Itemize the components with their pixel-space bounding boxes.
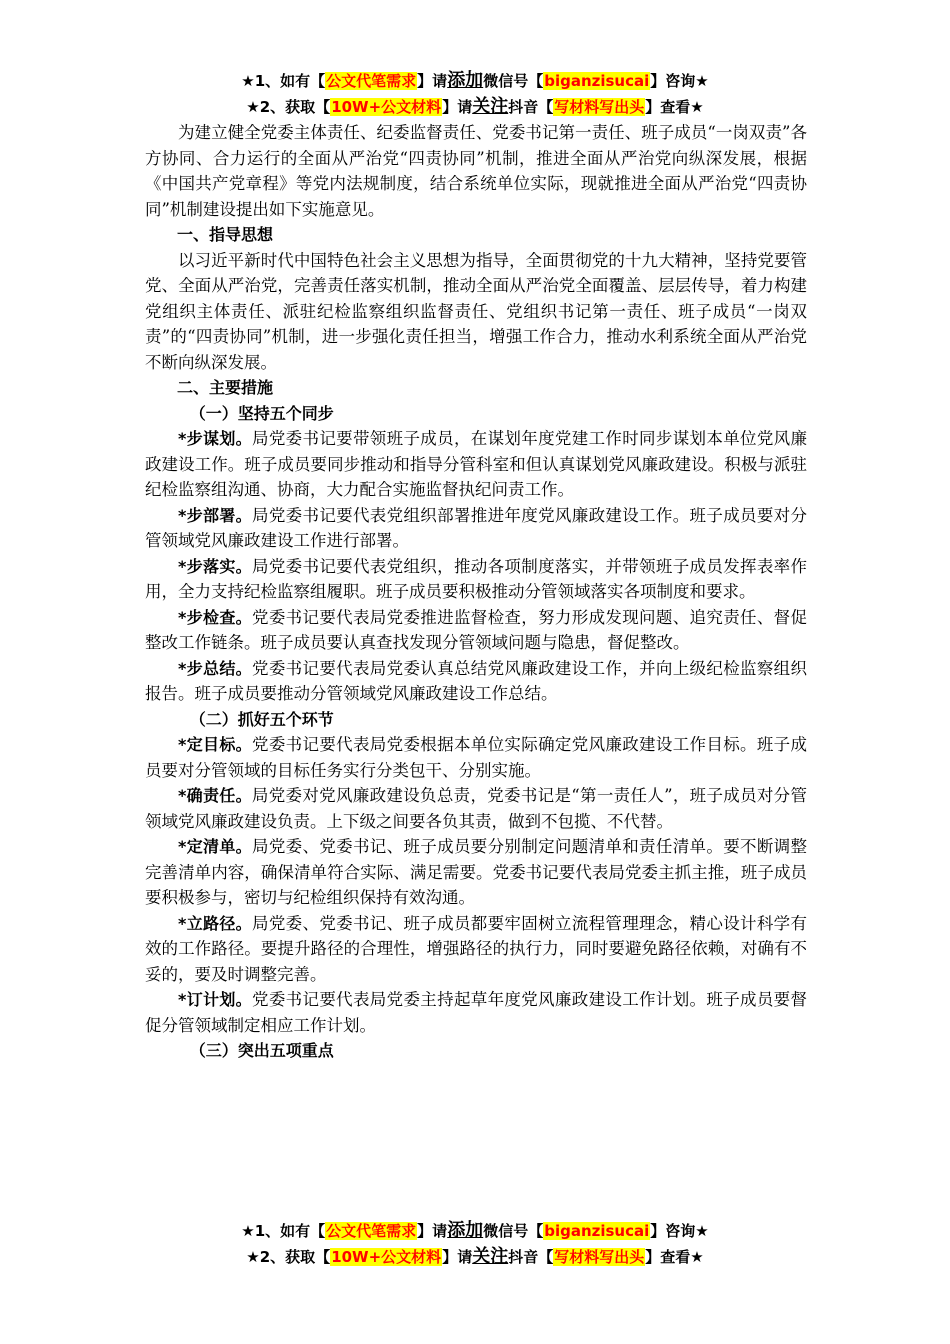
subsection-heading-1: （一）坚持五个同步 [189,403,334,423]
banner-line-2: ★2、获取【10W+公文材料】请关注抖音【写材料写出头】查看★ [246,96,704,117]
list-item: *步谋划。局党委书记要带领班子成员，在谋划年度党建工作时同步谋划本单位党风廉政建设工作。班子成员要同步推动和指导分管科室和但认真谋划党风廉政建设。积极与派驻纪检监察组沟通、协商，大力配合实施监督执纪问责工作。 [145,429,808,499]
wechat-id: biganzisucai [544,1222,650,1240]
section-heading-2: 二、主要措施 [177,378,274,397]
list-item: *步部署。局党委书记要代表党组织部署推进年度党风廉政建设工作。班子成员要对分管领域党风廉政建设工作进行部署。 [145,505,808,550]
banner-line-1: ★1、如有【公文代笔需求】请添加微信号【biganzisucai】咨询★ [241,70,709,91]
douyin-id: 写材料写出头 [554,98,645,116]
douyin-id: 写材料写出头 [554,1248,645,1266]
subsection-heading-2: （二）抓好五个环节 [189,709,334,729]
list-item: *定清单。局党委、党委书记、班子成员要分别制定问题清单和责任清单。要不断调整完善清单内容，确保清单符合实际、满足需要。党委书记要代表局党委主抓主推，班子成员要积极参与，密切与纪检组织保持有效沟通。 [145,837,808,907]
list-item: *定目标。党委书记要代表局党委根据本单位实际确定党风廉政建设工作目标。班子成员要对分管领域的目标任务实行分类包干、分别实施。 [145,735,808,780]
list-item: *步检查。党委书记要代表局党委推进监督检查，努力形成发现问题、追究责任、督促整改工作链条。班子成员要认真查找发现分管领域问题与隐患，督促整改。 [145,607,808,652]
highlight: 10W+公文材料 [331,98,442,116]
list-item: *步总结。党委书记要代表局党委认真总结党风廉政建设工作，并向上级纪检监察组织报告。班子成员要推动分管领域党风廉政建设工作总结。 [145,658,808,703]
highlight: 10W+公文材料 [331,1248,442,1266]
list-item: *确责任。局党委对党风廉政建设负总责，党委书记是“第一责任人”，班子成员对分管领域党风廉政建设负责。上下级之间要各负其责，做到不包揽、不代替。 [145,786,807,831]
highlight: 公文代笔需求 [326,72,417,90]
top-banner [0,68,950,120]
paragraph-1: 以习近平新时代中国特色社会主义思想为指导，全面贯彻党的十九大精神，坚持党要管党、全面从严治党，完善责任落实机制，推动全面从严治党全面覆盖、层层传导，着力构建党组织主体责任、派驻纪检监察组织监督责任、党组织书记第一责任、班子成员“一岗双责”的“四责协同”机制，进一步强化责任担当，增强工作合力，推动水利系统全面从严治党不断向纵深发展。 [145,250,807,372]
document-body [145,120,807,1064]
intro-paragraph: 为建立健全党委主体责任、纪委监督责任、党委书记第一责任、班子成员“一岗双责”各方协同、合力运行的全面从严治党“四责协同”机制，推进全面从严治党向纵深发展，根据《中国共产党章程》等党内法规制度，结合系统单位实际，现就推进全面从严治党“四责协同”机制建设提出如下实施意见。 [145,123,807,219]
banner-line-2: ★2、获取【10W+公文材料】请关注抖音【写材料写出头】查看★ [246,1246,704,1267]
highlight: 公文代笔需求 [326,1222,417,1240]
list-item: *步落实。局党委书记要代表党组织，推动各项制度落实，并带领班子成员发挥表率作用，全力支持纪检监察组履职。班子成员要积极推动分管领域落实各项制度和要求。 [145,556,808,601]
subsection-heading-3: （三）突出五项重点 [189,1041,334,1060]
list-item: *立路径。局党委、党委书记、班子成员都要牢固树立流程管理理念，精心设计科学有效的工作路径。要提升路径的合理性，增强路径的执行力，同时要避免路径依赖，对确有不妥的，要及时调整完善。 [145,913,808,984]
wechat-id: biganzisucai [544,72,650,90]
bottom-banner [0,1218,950,1270]
banner-line-1: ★1、如有【公文代笔需求】请添加微信号【biganzisucai】咨询★ [241,1220,709,1241]
list-item: *订计划。党委书记要代表局党委主持起草年度党风廉政建设工作计划。班子成员要督促分管领域制定相应工作计划。 [145,990,808,1035]
section-heading-1: 一、指导思想 [177,225,274,244]
